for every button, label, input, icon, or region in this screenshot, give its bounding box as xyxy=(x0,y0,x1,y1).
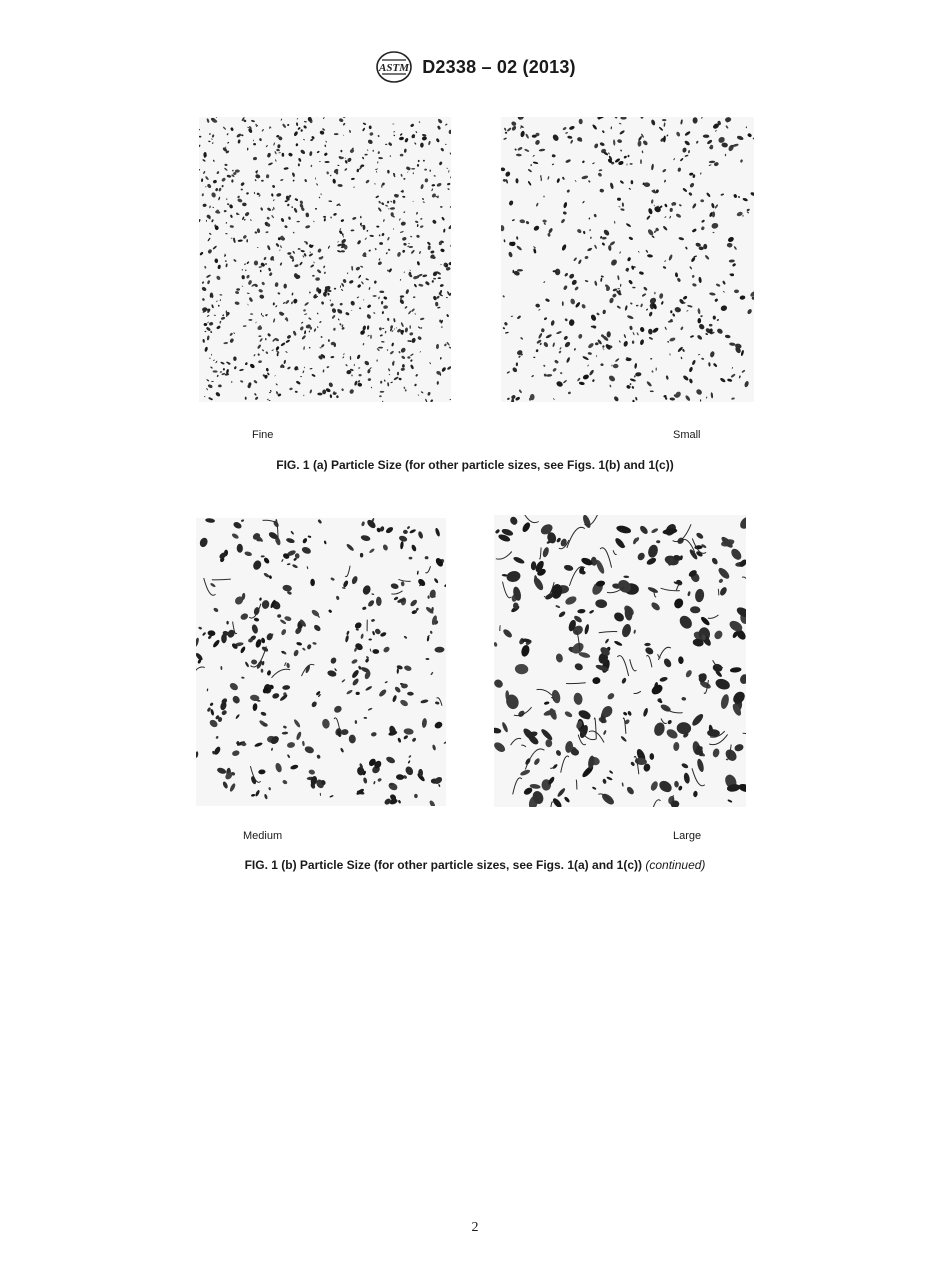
micrograph-fine xyxy=(199,117,451,402)
page-header xyxy=(0,50,950,84)
micrograph-medium xyxy=(196,518,446,806)
document-id: D2338 – 02 (2013) xyxy=(422,56,576,77)
svg-text:ASTM: ASTM xyxy=(379,62,410,74)
page-number: 2 xyxy=(471,1220,479,1235)
figure-1b-caption-continued: (continued) xyxy=(645,858,706,872)
label-small: Small xyxy=(673,429,701,441)
figure-1a-caption: FIG. 1 (a) Particle Size (for other particle sizes, see Figs. 1(b) and 1(c)) xyxy=(276,458,674,472)
label-large: Large xyxy=(673,830,702,842)
label-fine: Fine xyxy=(252,429,274,441)
astm-logo-icon xyxy=(374,50,414,84)
micrograph-small xyxy=(501,117,754,402)
figure-1b-caption xyxy=(0,858,950,872)
figure-1b-caption-text: FIG. 1 (b) Particle Size (for other particle sizes, see Figs. 1(a) and 1(c)) xyxy=(244,858,643,872)
label-medium: Medium xyxy=(243,830,283,842)
micrograph-large xyxy=(494,515,746,807)
